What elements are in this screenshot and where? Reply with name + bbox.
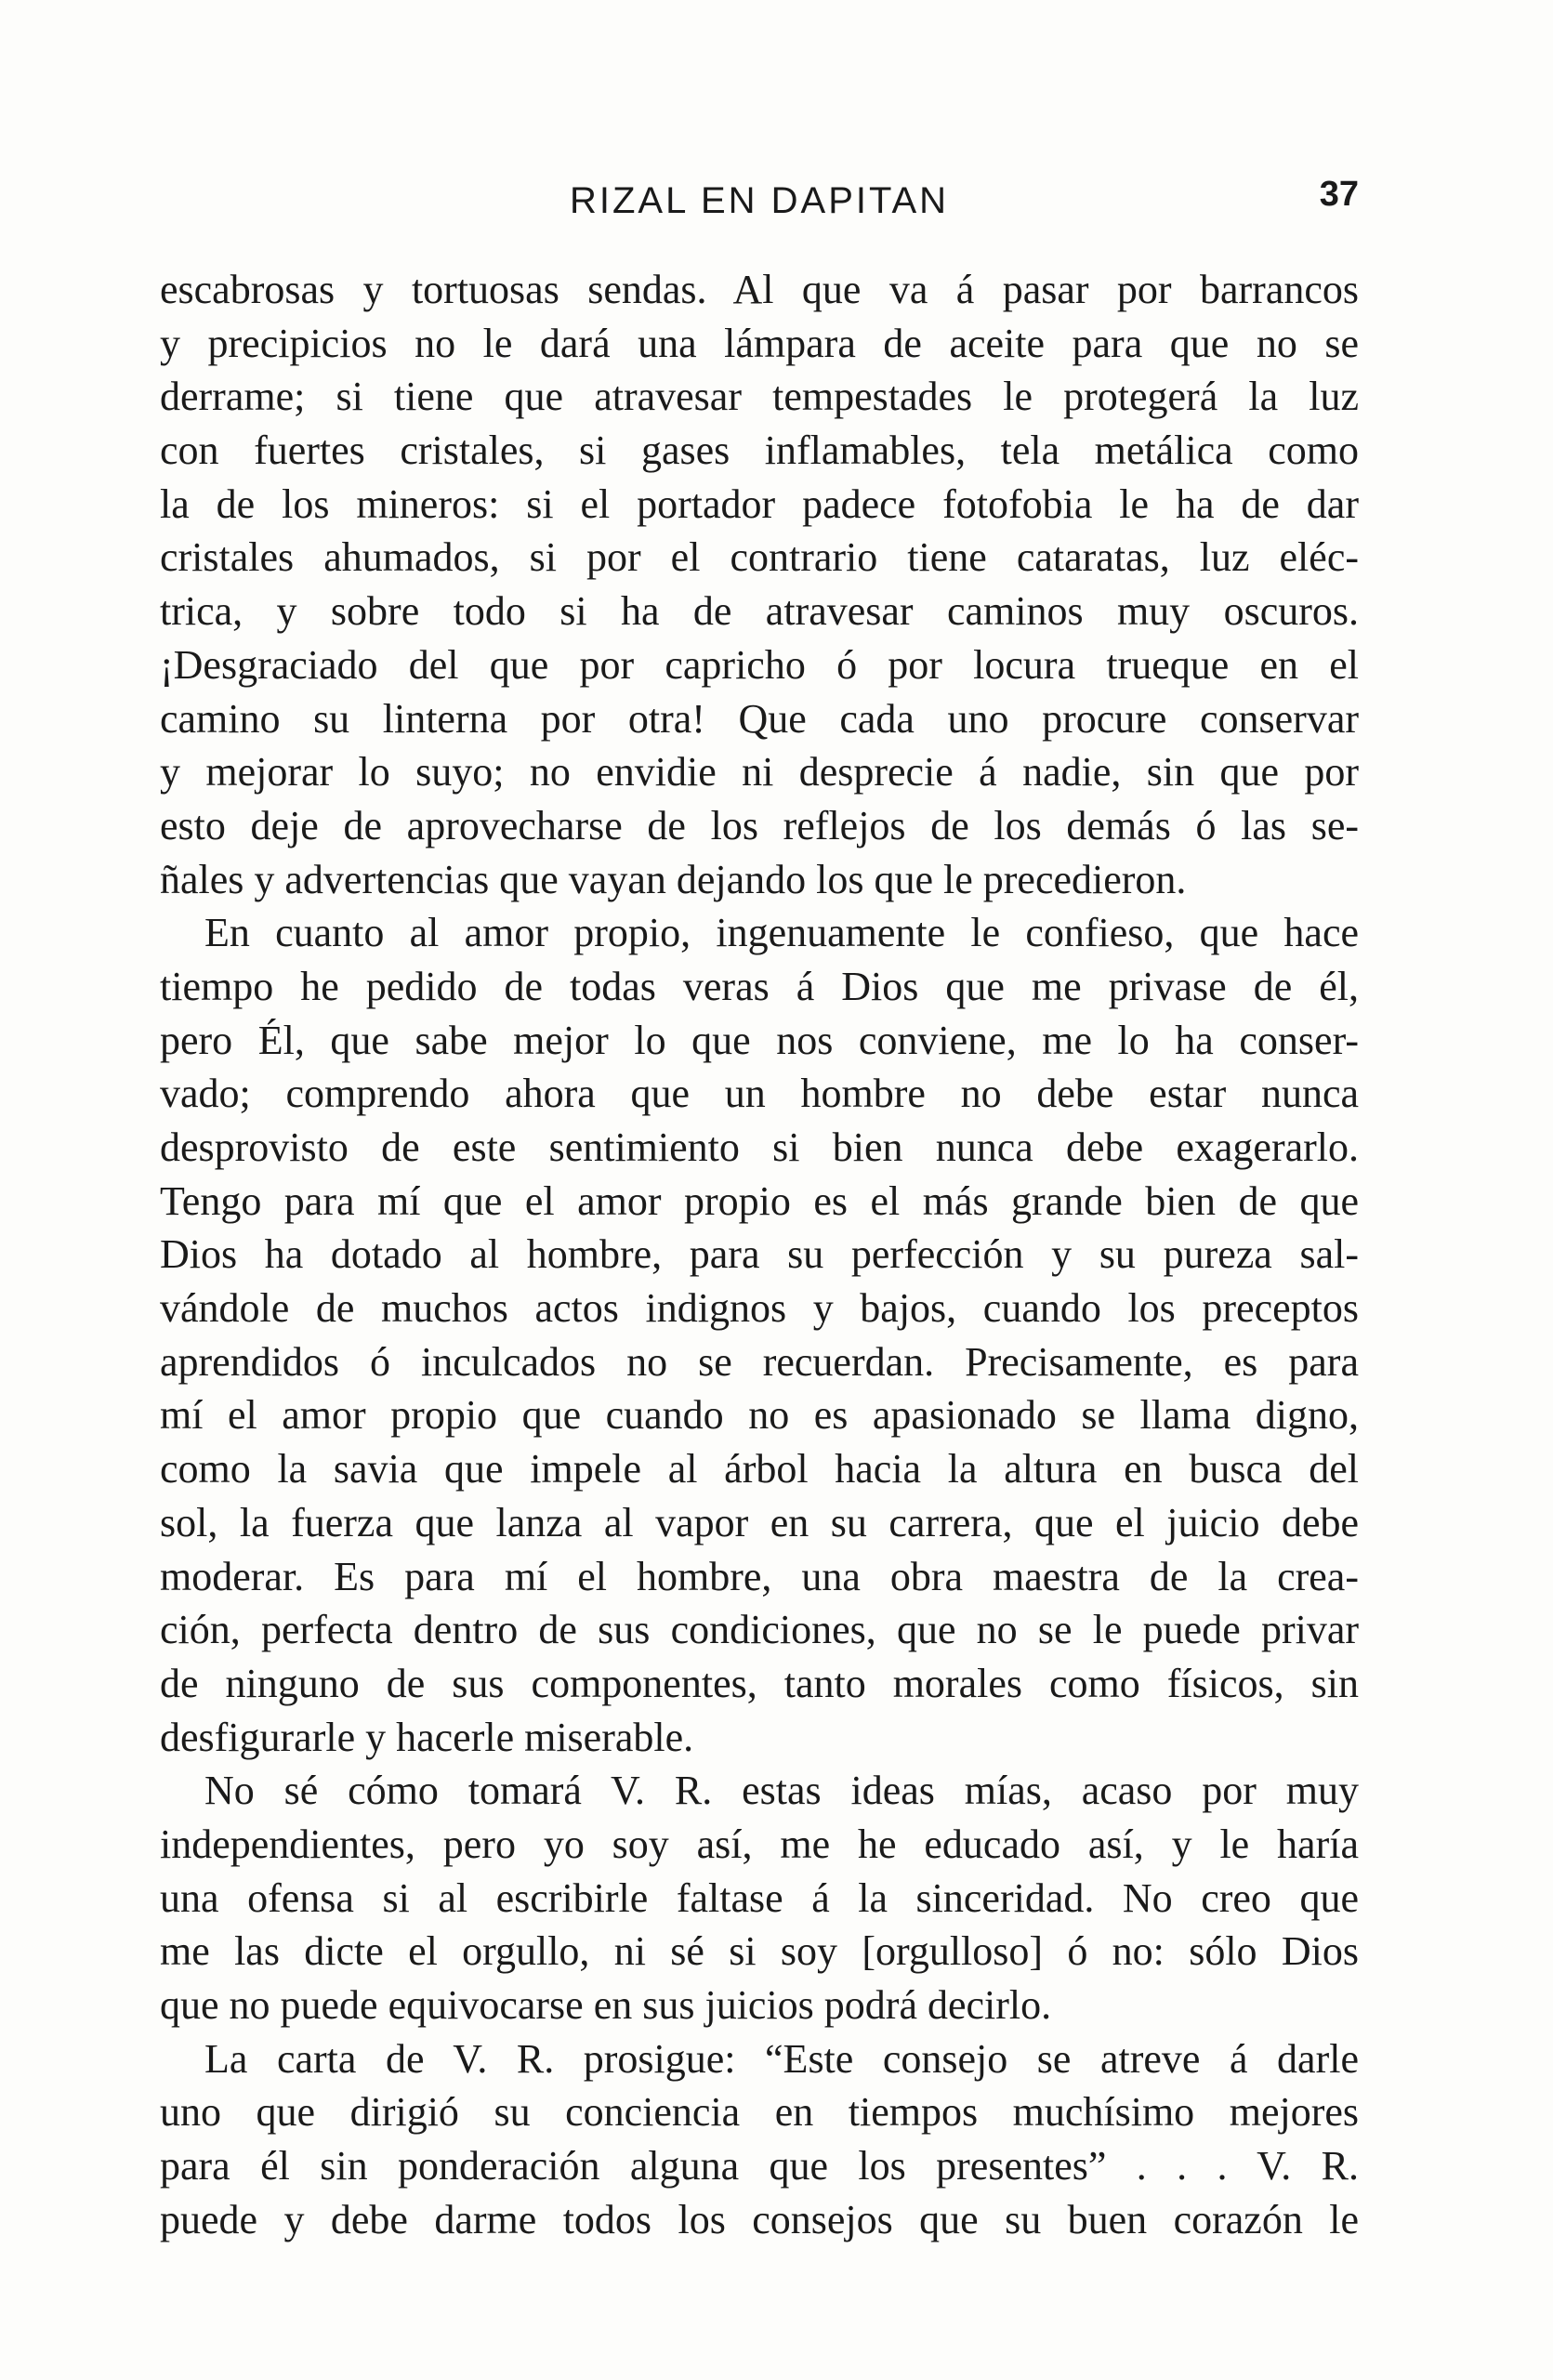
text-line: me las dicte el orgullo, ni sé si soy [orgulloso] ó no: sólo Dios [160,1928,1359,1975]
text-line: una ofensa si al escribirle faltase á la sinceridad. No creo que [160,1874,1359,1921]
text-line: La carta de V. R. prosigue: “Este consejo se atreve á darle [204,2035,1359,2082]
text-line: uno que dirigió su conciencia en tiempos muchísimo mejores [160,2089,1359,2136]
text-line: moderar. Es para mí el hombre, una obra maestra de la crea- [160,1553,1359,1599]
text-line: la de los mineros: si el portador padece fotofobia le ha de dar [160,480,1359,527]
text-line: y mejorar lo suyo; no envidie ni desprecie á nadie, sin que por [160,749,1359,796]
text-line: y precipicios no le dará una lámpara de aceite para que no se [160,320,1359,366]
text-line: cristales ahumados, si por el contrario tiene cataratas, luz eléc- [160,534,1359,581]
text-line: como la savia que impele al árbol hacia la altura en busca del [160,1446,1359,1492]
text-line: vándole de muchos actos indignos y bajos, cuando los preceptos [160,1285,1359,1332]
text-line: Dios ha dotado al hombre, para su perfección y su pureza sal- [160,1231,1359,1278]
text-line: ción, perfecta dentro de sus condiciones, que no se le puede privar [160,1607,1359,1653]
text-line: tiempo he pedido de todas veras á Dios que me privase de él, [160,963,1359,1009]
running-head [160,175,1359,230]
text-line: de ninguno de sus componentes, tanto morales como físicos, sin [160,1660,1359,1706]
text-line: con fuertes cristales, si gases inflamables, tela metálica como [160,427,1359,474]
text-line: pero Él, que sabe mejor lo que nos conviene, me lo ha conser- [160,1017,1359,1063]
text-line: independientes, pero yo soy así, me he educado así, y le haría [160,1821,1359,1867]
text-line: para él sin ponderación alguna que los presentes” . . . V. R. [160,2143,1359,2189]
text-line: Tengo para mí que el amor propio es el más grande bien de que [160,1177,1359,1224]
text-line: En cuanto al amor propio, ingenuamente le confieso, que hace [204,910,1359,956]
text-line: ñales y advertencias que vayan dejando los que le precedieron. [160,856,1187,902]
body-text [160,263,1359,2246]
text-line: que no puede equivocarse en sus juicios podrá decirlo. [160,1982,1052,2028]
text-line: puede y debe darme todos los consejos que su buen corazón le [160,2196,1359,2242]
text-line: trica, y sobre todo si ha de atravesar caminos muy oscuros. [160,588,1359,635]
text-line: escabrosas y tortuosas sendas. Al que va á pasar por barrancos [160,267,1359,312]
page-number: 37 [1319,175,1359,214]
text-line: derrame; si tiene que atravesar tempestades le protegerá la luz [160,374,1359,420]
text-line: aprendidos ó inculcados no se recuerdan. Precisamente, es para [160,1338,1359,1385]
text-line: desprovisto de este sentimiento si bien nunca debe exagerarlo. [160,1124,1359,1170]
text-line: ¡Desgraciado del que por capricho ó por locura trueque en el [160,641,1359,688]
text-line: mí el amor propio que cuando no es apasionado se llama digno, [160,1392,1359,1439]
running-title: RIZAL EN DAPITAN [569,180,950,221]
text-line: esto deje de aprovecharse de los reflejos de los demás ó las se- [160,802,1359,848]
text-line: sol, la fuerza que lanza al vapor en su carrera, que el juicio debe [160,1499,1359,1545]
text-line: camino su linterna por otra! Que cada uno procure conservar [160,695,1359,742]
text-line: No sé cómo tomará V. R. estas ideas mías, acaso por muy [204,1768,1359,1814]
text-line: desfigurarle y hacerle miserable. [160,1714,694,1760]
text-line: vado; comprendo ahora que un hombre no debe estar nunca [160,1071,1359,1117]
